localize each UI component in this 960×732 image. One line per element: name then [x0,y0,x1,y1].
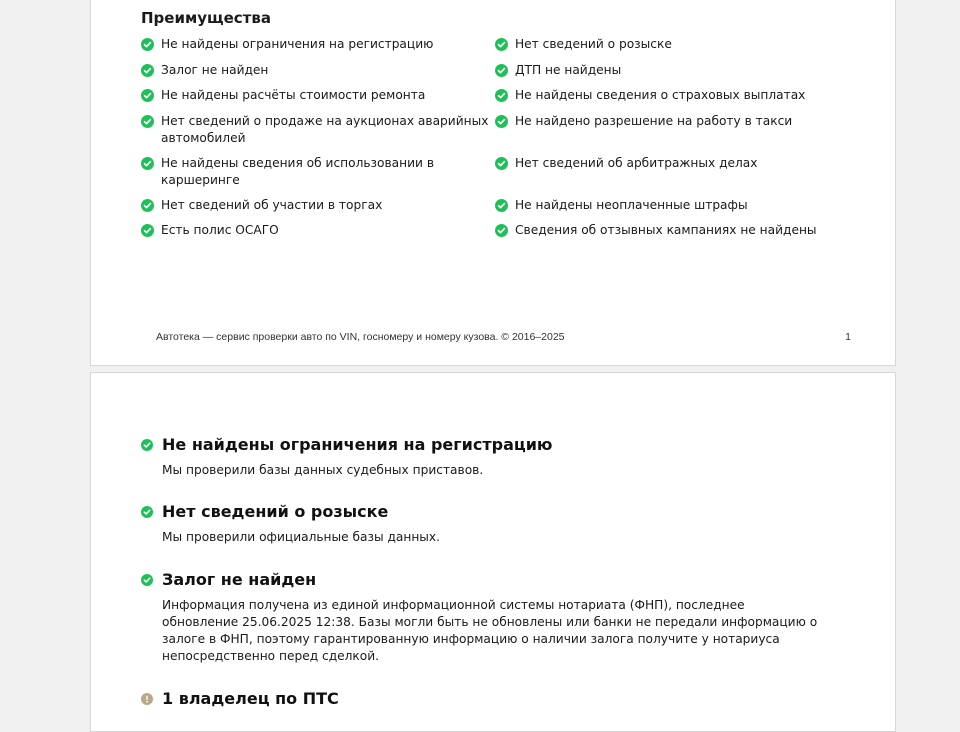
check-circle-icon [141,115,154,128]
check-circle-icon [495,38,508,51]
detail-description: Мы проверили официальные базы данных. [162,530,441,544]
advantage-text: Не найдены расчёты стоимости ремонта [161,88,426,102]
check-circle-icon [495,115,508,128]
detail-description: Информация получена из единой информационной системы нотариата (ФНП), последнее обновление 25.06.2025 12:38. Базы могли быть не обновлены или банки не передали информацию о залоге в ФНП, поэтому гарантированную информацию о наличии залога получите у нотариуса непосредственно перед сделкой. [162,598,818,663]
detail-section [141,570,821,665]
advantage-text: Нет сведений об арбитражных делах [515,156,758,170]
detail-header [141,502,821,521]
detail-section [141,435,821,479]
advantage-text: Залог не найден [161,63,269,77]
report-page-2 [90,372,896,732]
advantage-item [495,197,845,214]
check-circle-icon [141,199,154,212]
advantage-item [495,87,845,104]
advantage-item [141,87,491,104]
check-circle-icon [141,574,153,586]
advantage-item [141,62,491,79]
check-circle-icon [495,199,508,212]
advantage-text: Не найдено разрешение на работу в такси [515,114,793,128]
advantage-text: Нет сведений об участии в торгах [161,198,383,212]
detail-title: 1 владелец по ПТС [162,689,339,708]
advantage-item [141,36,491,53]
advantage-item [141,222,491,239]
page-number: 1 [845,331,851,343]
advantage-item [141,113,491,147]
advantage-item [495,36,845,53]
advantage-text: Нет сведений о продаже на аукционах аварийных автомобилей [161,114,489,145]
detail-header [141,435,821,454]
advantage-text: Есть полис ОСАГО [161,223,279,237]
detail-section [141,689,821,708]
check-circle-icon [495,157,508,170]
check-circle-icon [495,89,508,102]
info-circle-icon [141,693,153,705]
advantage-text: Нет сведений о розыске [515,37,672,51]
advantage-text: Сведения об отзывных кампаниях не найдены [515,223,817,237]
advantage-text: Не найдены ограничения на регистрацию [161,37,434,51]
detail-title: Залог не найден [162,570,317,589]
check-circle-icon [141,64,154,77]
advantage-item [495,155,845,172]
advantage-item [495,62,845,79]
detail-header [141,570,821,589]
detail-section [141,502,821,546]
report-page-1 [90,0,896,366]
check-circle-icon [141,157,154,170]
advantage-item [141,197,491,214]
check-circle-icon [141,506,153,518]
advantage-text: Не найдены сведения о страховых выплатах [515,88,806,102]
check-circle-icon [495,64,508,77]
check-circle-icon [141,38,154,51]
advantage-text: Не найдены неоплаченные штрафы [515,198,748,212]
advantage-item [141,155,491,189]
page-footer-text: Автотека — сервис проверки авто по VIN, госномеру и номеру кузова. © 2016–2025 [156,331,565,343]
detail-description: Мы проверили базы данных судебных приставов. [162,463,484,477]
check-circle-icon [495,224,508,237]
detail-title: Не найдены ограничения на регистрацию [162,435,553,454]
check-circle-icon [141,224,154,237]
check-circle-icon [141,89,154,102]
advantages-title: Преимущества [141,9,271,27]
advantage-text: ДТП не найдены [515,63,622,77]
advantage-item [495,113,845,130]
detail-header [141,689,821,708]
advantage-text: Не найдены сведения об использовании в каршеринге [161,156,435,187]
advantage-item [495,222,845,239]
check-circle-icon [141,439,153,451]
detail-title: Нет сведений о розыске [162,502,389,521]
